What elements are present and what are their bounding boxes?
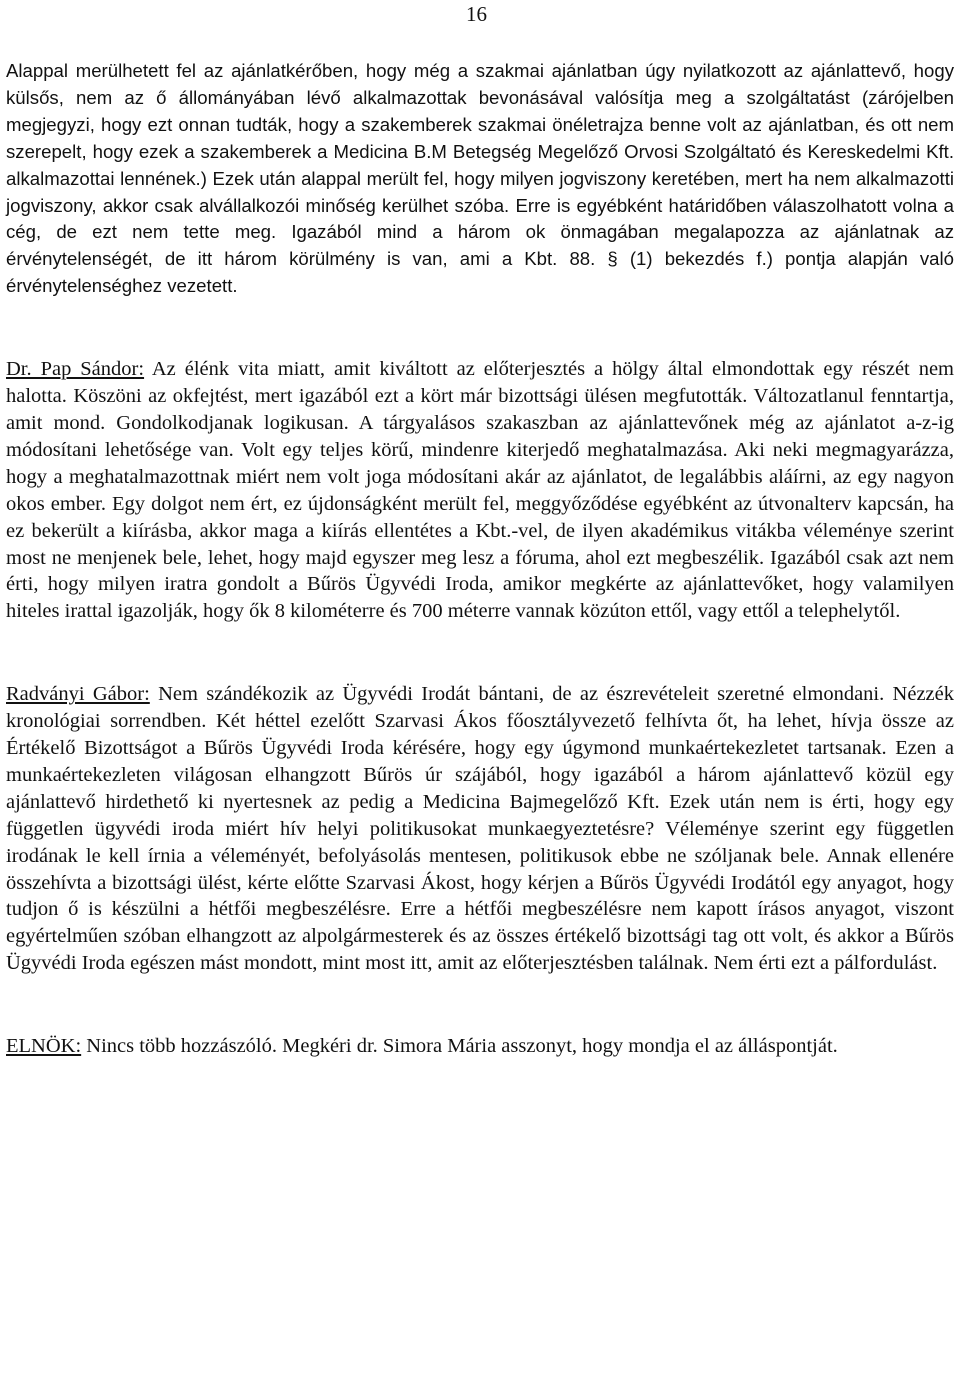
paragraph-radvanyi-gabor xyxy=(6,681,954,977)
paragraph-text: Alappal merülhetett fel az ajánlatkérőben, hogy még a szakmai ajánlatban úgy nyilatkozott az ajánlattevő, hogy külsős, nem az ő állományában lévő alkalmazottak bevonásával valósítja meg a szolgáltatást (zárójelben megjegyzi, hogy ezt onnan tudták, hogy a szakemberek szakmai önéletrajza benne volt az ajánlatban, és ott nem szerepelt, hogy ezek a szakemberek a Medicina B.M Betegség Megelőző Orvosi Szolgáltató és Kereskedelmi Kft. alkalmazottai lennének.) Ezek után alappal merült fel, hogy milyen jogviszony keretében, mert ha nem alkalmazotti jogviszony, akkor csak alvállalkozói minőség kerülhet szóba. Erre is egyébként határidőben válaszolhatott volna a cég, de ezt nem tette meg. Igazából mind a három ok önmagában megalapozza az ajánlatnak az érvénytelenségét, de itt három körülmény is van, ami a Kbt. 88. § (1) bekezdés f.) pontja alapján való érvénytelenséghez vezetett. xyxy=(6,60,954,297)
paragraph-spacer xyxy=(6,977,954,1033)
paragraph-text: Nem szándékozik az Ügyvédi Irodát bántani, de az észrevételeit szeretné elmondani. Nézzék kronológiai sorrendben. Két héttel ezelőtt Szarvasi Ákos főosztályvezető felhívta őt, ha lehet, hívja össze az Értékelő Bizottságot a Bűrös Ügyvédi Iroda kérésére, hogy egy úgymond munkaértekezletet tartsanak. Ezen a munkaértekezleten világosan elhangzott Bűrös úr szájából, hogy igazából a három ajánlattevő közül egy ajánlattevő hirdethető ki nyertesnek az pedig a Medicina Bajmegelőző Kft. Ezek után nem is érti, hogy egy független ügyvédi iroda miért hív helyi politikusokat munkaegyeztetésre? Véleménye szerint egy független irodának le kell írnia a véleményét, befolyásolás mentesen, politikusok ebbe ne szóljanak bele. Annak ellenére összehívta a bizottsági ülést, kérte előtte Szarvasi Ákost, hogy kérjen a Bűrös Ügyvédi Irodától egy anyagot, hogy tudjon ő is készülni a hétfői megbeszélésre. Erre a hétfői megbeszélésre nem kapott írásos anyagot, viszont egyértelműen szóban elhangzott az alpolgármesterek és az összes értékelő bizottsági tag ott volt, és akkor a Bűrös Ügyvédi Iroda egészen mást mondott, mint most itt, amit az előterjesztésben találnak. Nem érti ezt a pálfordulást. xyxy=(6,683,954,975)
paragraph-spacer xyxy=(6,300,954,356)
paragraph-text: Nincs több hozzászóló. Megkéri dr. Simora Mária asszonyt, hogy mondja el az álláspontját. xyxy=(81,1035,838,1058)
paragraph-procurement-reasoning xyxy=(6,58,954,300)
paragraph-elnok xyxy=(6,1033,954,1060)
speaker-name: Dr. Pap Sándor: xyxy=(6,358,145,381)
paragraph-dr-pap-sandor xyxy=(6,356,954,625)
paragraph-spacer xyxy=(6,625,954,681)
speaker-name: ELNÖK: xyxy=(6,1035,82,1058)
page-number: 16 xyxy=(466,2,487,26)
document-body xyxy=(6,58,954,1060)
paragraph-text: Az élénk vita miatt, amit kiváltott az előterjesztés a hölgy által elmondottak egy részét nem halotta. Köszöni az okfejtést, mert igazából ezt a kört már bizottsági ülésen megfutották. Változatlanul fenntartja, amit mond. Gondolkodjanak logikusan. A tárgyalásos szakaszban az ajánlattevőnek még az ajánlatot a-z-ig módosítani lehetősége van. Volt egy teljes körű, mindenre kiterjedő meghatalmazása. Aki neki megmagyarázza, hogy a meghatalmazottnak miért nem volt joga módosítani akár az ajánlatot, de legalábbis aláírni, az egy nagyon okos ember. Egy dolgot nem ért, ez újdonságként merült fel, meggyőződése egyébként az útvonalterv kapcsán, ha ez bekerült a kiírásba, akkor maga a kiírás ellentétes a Kbt.-vel, de ilyen akadémikus vitákba véleménye szerint most ne menjenek bele, lehet, hogy majd egyszer meg lesz a fóruma, ahol ezt megbeszélik. Igazából csak azt nem érti, hogy milyen iratra gondolt a Bűrös Ügyvédi Iroda, amikor megkérte az ajánlattevőket, hogy valamilyen hiteles irattal igazolják, hogy ők 8 kilométerre és 700 méterre vannak közúton ettől, vagy ettől a telephelytől. xyxy=(6,358,954,623)
speaker-name: Radványi Gábor: xyxy=(6,683,150,706)
